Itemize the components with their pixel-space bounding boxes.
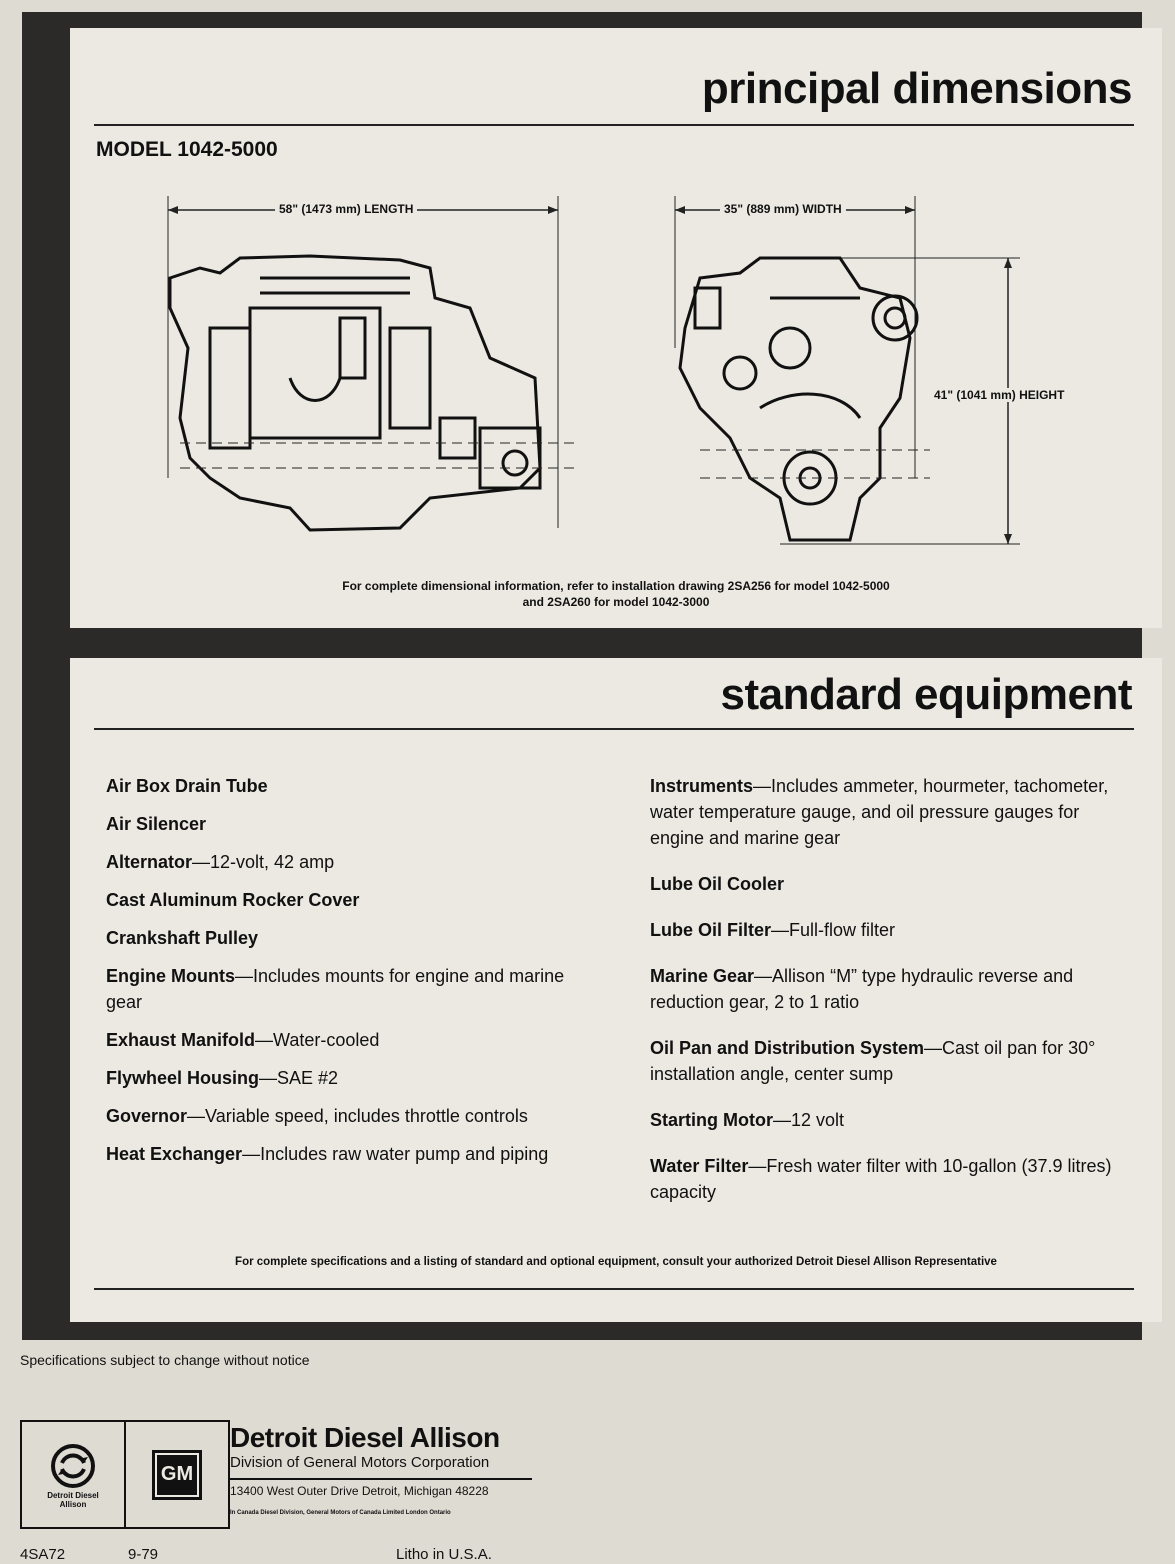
company-canada: In Canada Diesel Division, General Motors of Canada Limited London Ontario	[230, 1510, 451, 1516]
equipment-item: Heat Exchanger—Includes raw water pump and piping	[106, 1144, 549, 1164]
dda-logo-text: Detroit Diesel Allison	[47, 1490, 99, 1509]
company-division: Division of General Motors Corporation	[230, 1454, 490, 1471]
bottom-rule	[94, 1288, 1134, 1290]
equipment-bottom-note: For complete specifications and a listing of standard and optional equipment, consult your authorized Detroit Diesel Allison Representative	[235, 1256, 997, 1268]
equipment-item: Air Silencer	[106, 814, 207, 834]
logo-block	[20, 1420, 230, 1529]
equipment-item: Crankshaft Pulley	[106, 928, 259, 948]
standard-equipment-panel	[70, 658, 1162, 1322]
equipment-item: Marine Gear—Allison “M” type hydraulic reverse and reduction gear, 2 to 1 ratio	[650, 966, 1074, 1012]
gm-logo	[126, 1422, 228, 1527]
width-dimension-label: 35" (889 mm) WIDTH	[720, 202, 846, 216]
dimensions-note-line2: and 2SA260 for model 1042-3000	[522, 595, 710, 609]
engine-drawings	[140, 178, 1140, 558]
equipment-item: Oil Pan and Distribution System—Cast oil pan for 30° installation angle, center sump	[650, 1038, 1096, 1084]
principal-dimensions-panel	[70, 28, 1162, 628]
litho-note: Litho in U.S.A.	[396, 1546, 492, 1563]
equipment-item: Alternator—12-volt, 42 amp	[106, 852, 335, 872]
equipment-item: Engine Mounts—Includes mounts for engine and marine gear	[106, 966, 565, 1012]
company-address: 13400 West Outer Drive Detroit, Michigan 48228	[230, 1484, 489, 1498]
heading-rule	[94, 728, 1134, 730]
equipment-item: Exhaust Manifold—Water-cooled	[106, 1030, 380, 1050]
equipment-item: Water Filter—Fresh water filter with 10-gallon (37.9 litres) capacity	[650, 1156, 1112, 1202]
equipment-item: Air Box Drain Tube	[106, 776, 268, 796]
equipment-heading: standard equipment	[720, 670, 1132, 719]
company-rule	[230, 1478, 532, 1480]
dda-logo	[22, 1422, 126, 1527]
equipment-item: Flywheel Housing—SAE #2	[106, 1068, 339, 1088]
equipment-item: Instruments—Includes ammeter, hourmeter, tachometer, water temperature gauge, and oil pressure gauges for engine and marine gear	[650, 776, 1109, 848]
equipment-item: Governor—Variable speed, includes throttle controls	[106, 1106, 528, 1126]
gm-badge-icon	[152, 1450, 202, 1500]
dimensions-heading: principal dimensions	[701, 64, 1132, 113]
equipment-item: Cast Aluminum Rocker Cover	[106, 890, 360, 910]
dimensions-note-line1: For complete dimensional information, refer to installation drawing 2SA256 for model 1042-5000	[342, 579, 890, 593]
dda-emblem-icon	[48, 1441, 98, 1491]
heading-rule	[94, 124, 1134, 126]
document-frame	[22, 12, 1142, 1340]
length-dimension-label: 58" (1473 mm) LENGTH	[275, 202, 417, 216]
equipment-list-left	[106, 773, 576, 1179]
equipment-item: Lube Oil Cooler	[650, 874, 785, 894]
model-label: MODEL 1042-5000	[96, 138, 278, 161]
gm-badge-text: GM	[155, 1453, 199, 1497]
equipment-item: Starting Motor—12 volt	[650, 1110, 845, 1130]
equipment-item: Lube Oil Filter—Full-flow filter	[650, 920, 896, 940]
form-code: 4SA72	[20, 1546, 66, 1563]
company-name: Detroit Diesel Allison	[230, 1422, 500, 1453]
form-date: 9-79	[128, 1546, 159, 1563]
change-notice: Specifications subject to change without notice	[20, 1352, 310, 1368]
equipment-list-right	[650, 773, 1130, 1225]
height-dimension-label: 41" (1041 mm) HEIGHT	[930, 388, 1068, 402]
